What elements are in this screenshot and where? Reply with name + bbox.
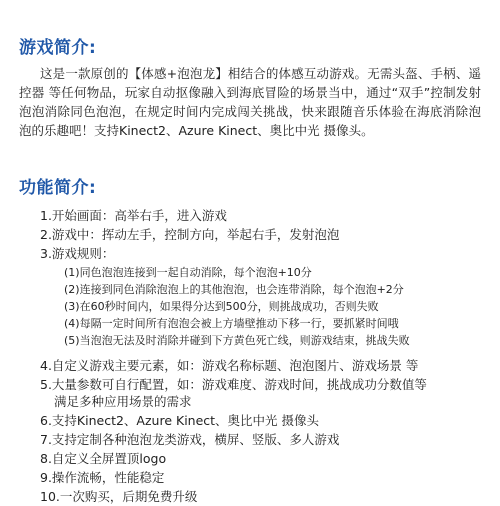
features-heading: 功能简介: <box>19 178 97 198</box>
rule-item-2: (2)连接到同色消除泡泡上的其他泡泡，也会连带消除，每个泡泡+2分 <box>64 283 404 296</box>
feature-item-6: 6.支持Kinect2、Azure Kinect、奥比中光 摄像头 <box>40 413 320 428</box>
game-intro-paragraph: 这是一款原创的【体感+泡泡龙】相结合的体感互动游戏。无需头盔、手柄、遥控器 等任何物品，玩家自动抠像融入到海底冒险的场景当中，通过“双手”控制发射泡泡消除同色泡泡，在规定时间内完成闯关挑战，快来跟随音乐体验在海底消除泡泡的乐趣吧！支持Kinect2、Azure Kinect、奥比中光 摄像头。 <box>19 66 481 138</box>
rule-item-5: (5)当泡泡无法及时消除并碰到下方黄色死亡线，则游戏结束，挑战失败 <box>64 334 410 347</box>
feature-item-10: 10.一次购买，后期免费升级 <box>40 489 198 504</box>
rule-item-4: (4)每隔一定时间所有泡泡会被上方墙壁推动下移一行，要抓紧时间哦 <box>64 317 399 330</box>
rule-item-1: (1)同色泡泡连接到一起自动消除，每个泡泡+10分 <box>64 266 312 279</box>
rule-item-3: (3)在60秒时间内，如果得分达到500分，则挑战成功，否则失败 <box>64 300 379 313</box>
game-intro-heading: 游戏简介: <box>19 38 97 58</box>
feature-item-8: 8.自定义全屏置顶logo <box>40 451 167 466</box>
feature-item-9: 9.操作流畅，性能稳定 <box>40 470 165 485</box>
feature-item-3: 3.游戏规则： <box>40 246 115 261</box>
feature-item-7: 7.支持定制各种泡泡龙类游戏，横屏、竖版、多人游戏 <box>40 432 340 447</box>
feature-item-5-continuation: 满足多种应用场景的需求 <box>54 394 192 409</box>
feature-item-2: 2.游戏中：挥动左手，控制方向，举起右手，发射泡泡 <box>40 227 340 242</box>
feature-item-4: 4.自定义游戏主要元素，如：游戏名称标题、泡泡图片、游戏场景 等 <box>40 358 419 373</box>
game-intro-section <box>19 64 481 140</box>
feature-item-1: 1.开始画面：高举右手，进入游戏 <box>40 208 227 223</box>
feature-item-5: 5.大量参数可自行配置，如：游戏难度、游戏时间，挑战成功分数值等 <box>40 377 427 392</box>
